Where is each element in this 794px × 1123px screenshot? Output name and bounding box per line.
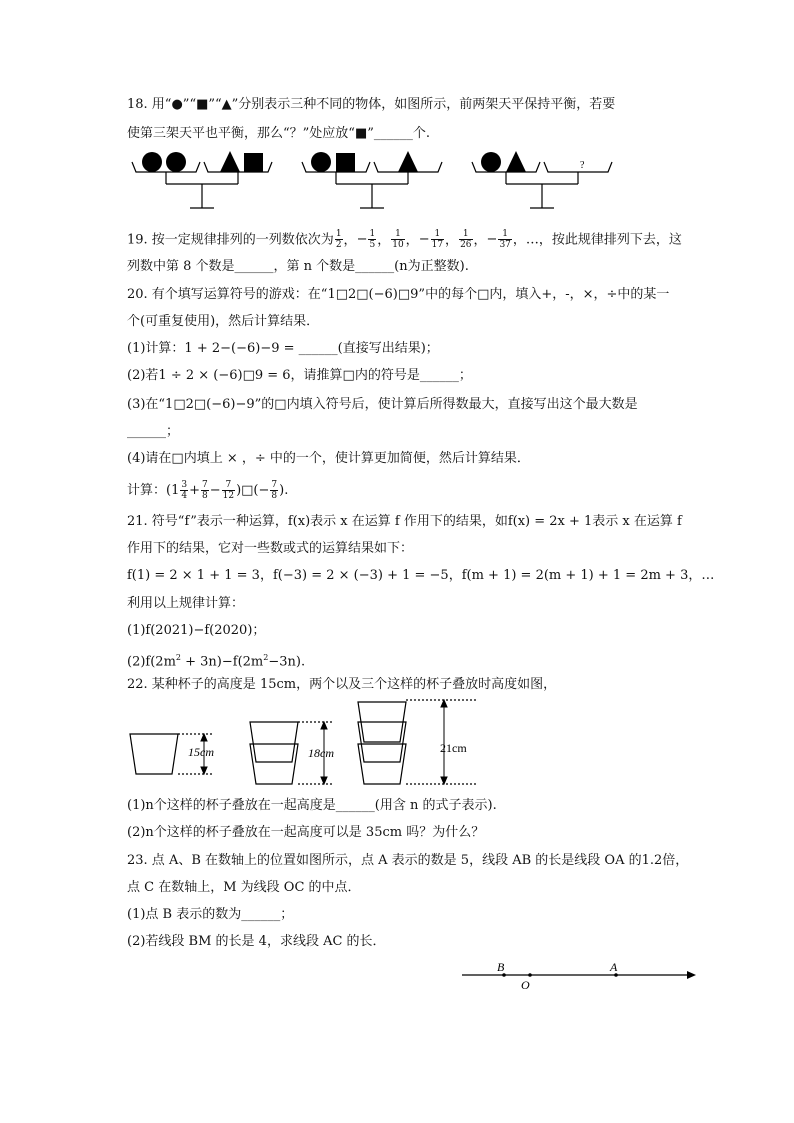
q21-part1: (1)f(2021)−f(2020)； <box>127 623 266 638</box>
q23-part1: (1)点 B 表示的数为______； <box>127 907 294 922</box>
q21-line2: 作用下的结果，它对一些数或式的运算结果如下： <box>127 541 414 556</box>
sequence-term: $\frac{1}{2}$ <box>335 229 342 250</box>
label-21cm: 21cm <box>440 741 467 755</box>
q18-line1: 18. 用“●”“■”“▲”分别表示三种不同的物体，如图所示，前两架天平保持平衡，若要 <box>127 97 616 112</box>
point-O <box>528 973 532 977</box>
q21-part2: $(2)f(2m^2 + 3n)-f(2m^2-3n)$. <box>127 653 306 670</box>
q20-part3: (3)在“1□2□(−6)−9”的□内填入符号后，使计算后所得数最大，直接写出这个最大数是 <box>127 397 638 412</box>
sequence-term: − $\frac{1}{5}$ <box>356 229 376 250</box>
q20-part4: (4)请在□内填上 × ，÷ 中的一个，使计算更加简便，然后计算结果． <box>127 451 530 466</box>
q19-suffix: ，…，按此规律排列下去，这 <box>512 232 682 248</box>
calc-op: + <box>189 483 200 498</box>
sequence-term: − $\frac{1}{37}$ <box>486 229 511 250</box>
square-shape <box>244 153 263 172</box>
balance-figure <box>128 146 728 216</box>
cup-shape <box>250 722 298 762</box>
sequence-term: $\frac{1}{26}$ <box>460 229 472 250</box>
q20-line2: 个(可重复使用)，然后计算结果． <box>127 314 320 329</box>
sequence-term: − $\frac{1}{17}$ <box>418 229 444 250</box>
fraction: $\frac{7}{8}$ <box>201 480 208 501</box>
calc-mid: )□(− <box>236 483 270 498</box>
q22-part2: (2)n个这样的杯子叠放在一起高度可以是 35cm 吗？为什么？ <box>127 825 485 840</box>
q22-line1: 22. 某种杯子的高度是 15cm，两个以及三个这样的杯子叠放时高度如图， <box>127 677 557 692</box>
label-15cm: 15cm <box>188 745 214 759</box>
q19-line1 <box>127 227 682 253</box>
axis-arrow <box>687 971 696 979</box>
q19-prefix: 19. 按一定规律排列的一列数依次为 <box>127 232 334 248</box>
q20-part3-blank: ______； <box>127 424 180 439</box>
circle-shape <box>166 152 186 172</box>
sequence-term: $\frac{1}{10}$ <box>392 229 404 250</box>
fraction: $\frac{3}{4}$ <box>181 480 188 501</box>
fraction: $\frac{7}{8}$ <box>271 480 278 501</box>
triangle-shape <box>220 151 240 172</box>
question-mark: ? <box>580 160 585 171</box>
calc-op: − <box>209 483 221 498</box>
cups-figure <box>128 696 488 792</box>
square-shape <box>336 153 355 172</box>
calc-label: 计算：(1 <box>127 483 180 498</box>
circle-shape <box>142 152 162 172</box>
label-O: O <box>521 978 530 992</box>
q20-part2: (2)若1 ÷ 2 × (−6)□9 = 6，请推算□内的符号是______； <box>127 368 472 383</box>
circle-shape <box>311 152 331 172</box>
q20-line1: 20. 有个填写运算符号的游戏：在“1□2□(−6)□9”中的每个□内，填入+，-，×，÷中的某一 <box>127 287 670 302</box>
calc-end: ). <box>279 483 289 498</box>
cup-shape <box>130 734 178 774</box>
label-18cm: 18cm <box>308 746 334 760</box>
fraction: $\frac{7}{12}$ <box>222 480 235 501</box>
circle-shape <box>481 152 501 172</box>
cup-shape <box>250 744 298 784</box>
q23-part2: (2)若线段 BM 的长是 4，求线段 AC 的长． <box>127 934 386 949</box>
q18-line2: 使第三架天平也平衡，那么“？”处应放“■”______个. <box>127 126 430 141</box>
label-A: A <box>610 960 618 974</box>
q21-line1: 21. 符号“f”表示一种运算，f(x)表示 x 在运算 f 作用下的结果，如f(x) = 2x + 1表示 x 在运算 f <box>127 514 682 529</box>
label-B: B <box>497 960 505 974</box>
cup-shape <box>358 744 406 784</box>
triangle-shape <box>506 151 526 172</box>
q21-line4: 利用以上规律计算： <box>127 596 245 611</box>
triangle-shape <box>398 151 418 172</box>
q20-part1: (1)计算：1 + 2−(−6)−9 = ______(直接写出结果)； <box>127 341 439 356</box>
q21-line3: f(1) = 2 × 1 + 1 = 3，f(−3) = 2 × (−3) + 1 = −5，f(m + 1) = 2(m + 1) + 1 = 2m + 3，… <box>127 568 715 583</box>
q22-part1: (1)n个这样的杯子叠放在一起高度是______(用含 n 的式子表示). <box>127 798 497 813</box>
q23-line1: 23. 点 A、B 在数轴上的位置如图所示，点 A 表示的数是 5，线段 AB 的长是线段 OA 的1.2倍， <box>127 853 689 868</box>
q19-line2: 列数中第 8 个数是______，第 n 个数是______(n为正整数). <box>127 259 469 274</box>
q23-line2: 点 C 在数轴上，M 为线段 OC 的中点． <box>127 880 361 895</box>
q20-calc <box>127 477 288 505</box>
number-line <box>460 958 700 994</box>
q19-sequence: $\frac{1}{2}$ ，− $\frac{1}{5}$ ， $\frac{1}{10}$ ，− $\frac{1}{17}$ ， $\frac{1}{26}$ ，− $\frac{1}{37}$ <box>334 233 513 248</box>
